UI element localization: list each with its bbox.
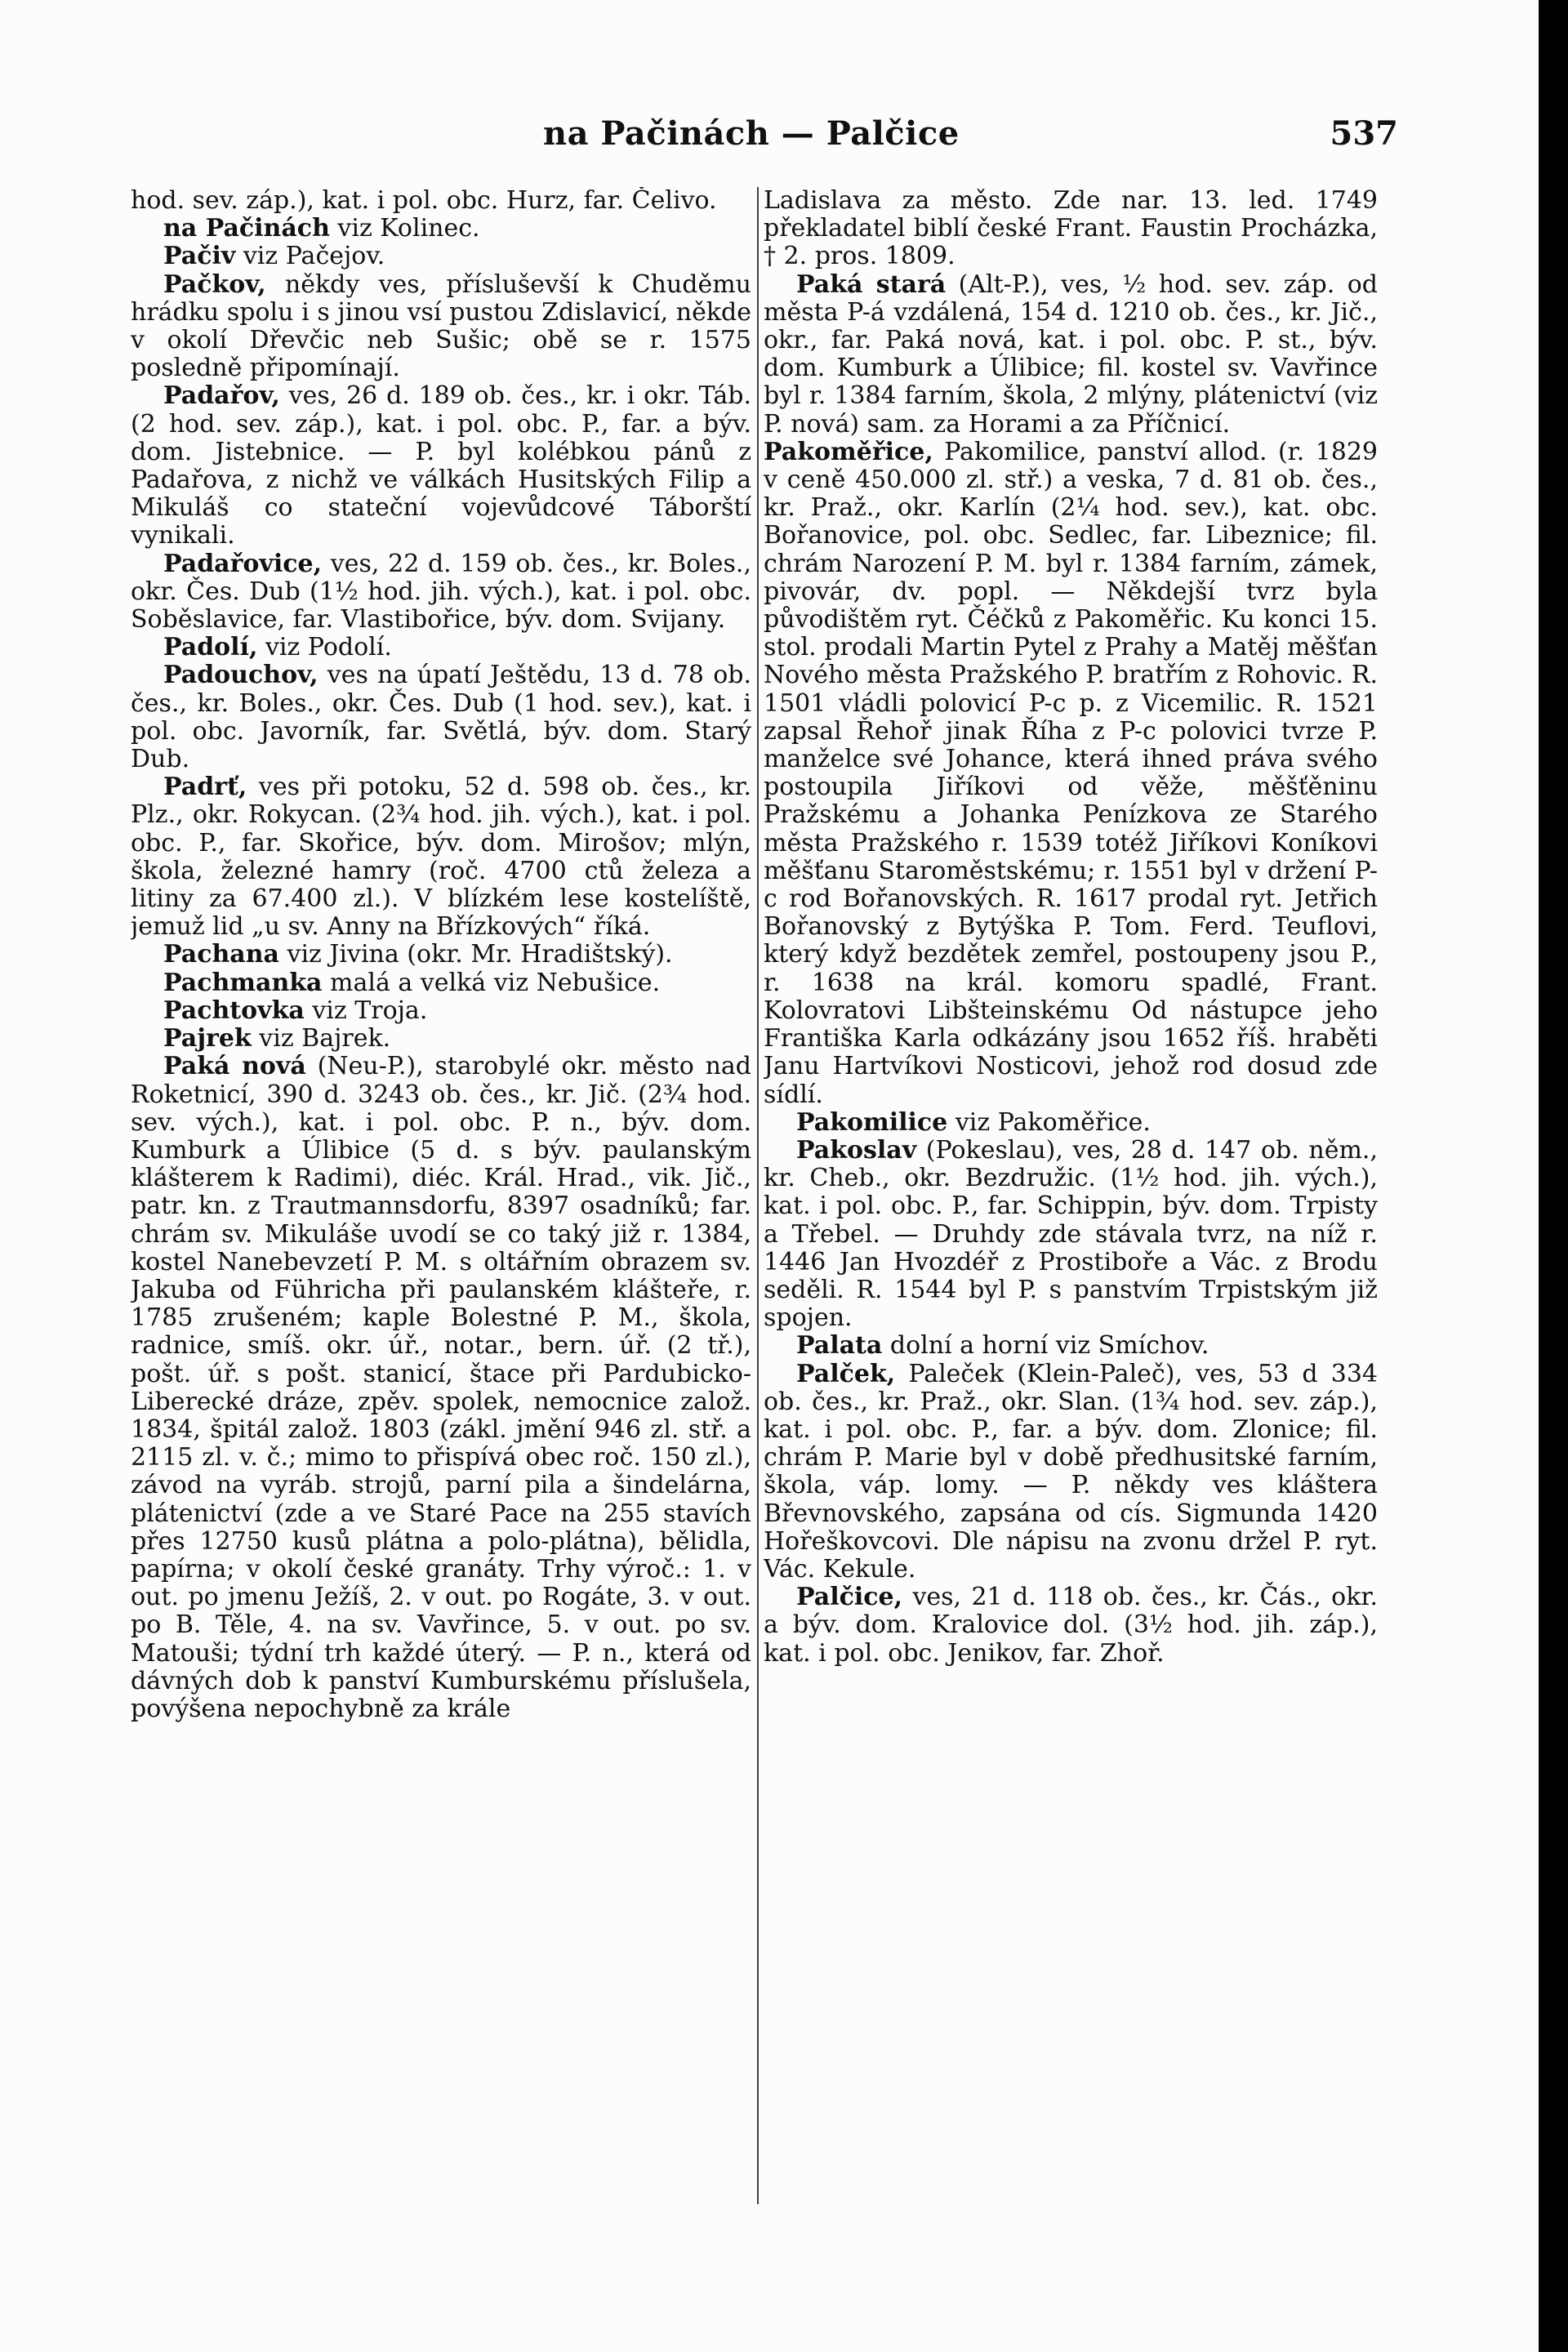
page-number: 537 — [1330, 114, 1398, 153]
entry-text: ves, 21 d. 118 ob. čes., kr. Čás., okr. a býv. dom. Kralovice dol. (3½ hod. jih. záp.), kat. i pol. obc. Jenikov, far. Zhoř. — [764, 1583, 1378, 1668]
entry-headword: Padouchov, — [163, 661, 318, 690]
entry — [764, 271, 1378, 439]
entry — [131, 969, 751, 997]
entry-text: někdy ves, přísluševší k Chuděmu hrádku spolu i s jinou vsí pustou Zdislavicí, někde v okolí Dřevčic neb Sušic; obě se r. 1575 posledně připomínají. — [131, 270, 751, 383]
entry-headword: Pakoslav — [796, 1135, 917, 1165]
entry-text: Pakomilice, panství allod. (r. 1829 v ceně 450.000 zl. stř.) a veska, 7 d. 81 ob. čes., kr. Praž., okr. Karlín (2¼ hod. sev.), kat. obc. Bořanovice, pol. obc. Sedlec, far. Libeznice; fil. chrám Narození P. M. byl r. 1384 farním, zámek, pivovár, dv. popl. — Někdejší tvrz byla původištěm ryt. Čéčků z Pakoměřic. Ku konci 15. stol. prodali Martin Pytel z Prahy a Matěj měšťan Nového města Pražského P. bratřím z Rohovic. R. 1501 vládli polovicí P-c p. z Vicemilic. R. 1521 zapsal Řehoř jinak Říha z P-c polovici tvrze P. manželce své Johance, která ihned práva svého postoupila Jiříkovi od věže, měšťěninu Pražskému a Johanka Penízkova ze Starého města Pražského r. 1539 totéž Jiříkovi Koníkovi měšťanu Staroměstskému; r. 1551 byl v držení P-c rod Bořanovských. R. 1617 prodal ryt. Jetřich Bořanovský z Bytýška P. Tom. Ferd. Teuflovi, který když bezdětek zemřel, postoupeny jsou P., r. 1638 na král. komoru spadlé, Frant. Kolovratovi Libšteinskému Od nástupce jeho Františka Karla odkázány jsou 1652 říš. hraběti Janu Hartvíkovi Nosticovi, jehož rod dosud zde sídlí. — [764, 437, 1378, 1109]
entry-headword: Padařov, — [163, 381, 280, 411]
entry-text: ves na úpatí Ještědu, 13 d. 78 ob. čes., kr. Boles., okr. Čes. Dub (1 hod. sev.), kat. i pol. obc. Javorník, far. Světlá, býv. dom. Starý Dub. — [131, 661, 751, 774]
entry-text: ves, 22 d. 159 ob. čes., kr. Boles., okr. Čes. Dub (1½ hod. jih. vých.), kat. i pol. obc. Soběslavice, far. Vlastibořice, býv. dom. Svijany. — [131, 549, 751, 635]
entry-text: viz Pačejov. — [235, 242, 385, 271]
entry — [131, 997, 751, 1025]
column-divider — [757, 187, 759, 2204]
entry-text: (Alt-P.), ves, ½ hod. sev. záp. od města P-á vzdálená, 154 d. 1210 ob. čes., kr. Jič., okr., far. Paká nová, kat. i pol. obc. P. st., býv. dom. Kumburk a Úlibice; fil. kostel sv. Vavřince byl r. 1384 farním, škola, 2 mlýny, plátenictví (viz P. nová) sam. za Horami a za Příčnicí. — [764, 270, 1378, 439]
entry-headword: Padařovice, — [163, 549, 323, 578]
entry — [131, 662, 751, 773]
entry-headword: Pačkov, — [163, 270, 266, 299]
entry — [131, 1053, 751, 1723]
entry — [131, 773, 751, 941]
entry-headword: Palček, — [796, 1359, 896, 1388]
page-header — [131, 114, 1398, 163]
entry — [131, 382, 751, 550]
running-title: na Pačinách — Palčice — [543, 114, 960, 153]
entry-headword: Padrť, — [163, 773, 247, 802]
entry-text: (Pokeslau), ves, 28 d. 147 ob. něm., kr. Cheb., okr. Bezdružic. (1½ hod. jih. vých.), kat. i pol. obc. P., far. Schippin, býv. dom. Trpisty a Třebel. — Druhdy zde stávala tvrz, na níž r. 1446 Jan Hvozdéř z Prostiboře a Vác. z Brodu seděli. R. 1544 byl P. s panstvím Trpistským již spojen. — [764, 1135, 1378, 1333]
entry-text: malá a velká viz Nebušice. — [322, 968, 661, 997]
entry-text: viz Pakoměřice. — [947, 1107, 1151, 1137]
entry-text: hod. sev. záp.), kat. i pol. obc. Hurz, far. Čelivo. — [131, 187, 717, 215]
entry-text: viz Podolí. — [257, 633, 392, 662]
entry-text: viz Troja. — [304, 996, 428, 1025]
entry-text: ves při potoku, 52 d. 598 ob. čes., kr. Plz., okr. Rokycan. (2¾ hod. jih. vých.), kat. i pol. obc. P., far. Skořice, býv. dom. Mirošov; mlýn, škola, železné hamry (roč. 4700 ctů železa a litiny za 67.400 zl.). V blízkém lese kostelíště, jemuž lid „u sv. Anny na Břízkových“ říká. — [131, 773, 751, 942]
entry — [131, 271, 751, 383]
entry — [131, 550, 751, 635]
entry — [131, 187, 751, 215]
entry — [131, 634, 751, 662]
entry — [764, 1137, 1378, 1332]
entry-text: Ladislava za město. Zde nar. 13. led. 1749 překladatel biblí české Frant. Faustin Procházka, † 2. pros. 1809. — [764, 187, 1378, 271]
entry — [131, 243, 751, 270]
entry — [131, 215, 751, 243]
entry-text: viz Jivina (okr. Mr. Hradištský). — [278, 940, 673, 969]
entry-headword: na Pačinách — [163, 214, 330, 243]
entry — [764, 1109, 1378, 1137]
right-column — [764, 187, 1378, 2163]
entry-headword: Paká nová — [163, 1052, 306, 1081]
entry-headword: Paká stará — [796, 270, 947, 299]
entry — [764, 1584, 1378, 1668]
entry-headword: Pachtovka — [163, 996, 305, 1025]
entry — [131, 1025, 751, 1053]
entry — [764, 439, 1378, 1109]
entry-headword: Pakoměřice, — [764, 437, 933, 466]
entry — [764, 187, 1378, 271]
entry — [764, 1332, 1378, 1360]
entry-text: Paleček (Klein-Palеč), ves, 53 d 334 ob. čes., kr. Praž., okr. Slan. (1¾ hod. sev. záp.), kat. i pol. obc. P., far. a býv. dom. Zlonice; fil. chrám P. Marie byl v době předhusitské farním, škola, váp. lomy. — P. někdy ves kláštera Břevnovského, zapsána od cís. Sigmunda 1420 Hořeškovcovi. Dle nápisu na zvonu držel P. ryt. Vác. Kekule. — [764, 1359, 1378, 1584]
left-column — [131, 187, 751, 2278]
entry-headword: Pačiv — [163, 242, 236, 271]
entry-headword: Padolí, — [163, 633, 258, 662]
entry-text: (Neu-P.), starobylé okr. město nad Roketnicí, 390 d. 3243 ob. čes., kr. Jič. (2¾ hod. sev. vých.), kat. i pol. obc. P. n., býv. dom. Kumburk a Úlibice (5 d. s býv. paulanským klášterem k Radimi), diéc. Král. Hrad., vik. Jič., patr. kn. z Trautmannsdorfu, 8397 osadníků; far. chrám sv. Mikuláše uvodí se co taký již r. 1384, kostel Nanebevzetí P. M. s oltářním obrazem sv. Jakuba od Führicha při paulanském klášteře, r. 1785 zrušeném; kaple Bolestné P. M., škola, radnice, smíš. okr. úř., notar., bern. úř. (2 tř.), pošt. úř. s pošt. stanicí, štace při Pardubicko-Liberecké dráze, zpěv. spolek, nemocnice založ. 1834, špitál založ. 1803 (zákl. jmění 946 zl. stř. a 2115 zl. v. č.; mimo to přispívá obec roč. 150 zl.), závod na vyráb. strojů, parní pila a šindelárna, plátenictví (zde a ve Staré Pace na 255 stavích přes 12750 kusů plátna a polo-plátna), bělidla, papírna; v okolí české granáty. Trhy výroč.: 1. v out. po jmenu Ježíš, 2. v out. po Rogáte, 3. v out. po B. Těle, 4. na sv. Vavřince, 5. v out. po sv. Matouši; týdní trh každé úterý. — P. n., která od dávných dob k panství Kumburskému příslušela, povýšena nepochybně za krále — [131, 1052, 751, 1723]
entry-text: viz Bajrek. — [251, 1024, 391, 1054]
entry-text: ves, 26 d. 189 ob. čes., kr. i okr. Táb. (2 hod. sev. záp.), kat. i pol. obc. P., far. a býv. dom. Jistebnice. — P. byl kolébkou pánů z Padařova, z nichž ve válkách Husitských Filip a Mikuláš co stateční vojevůdcové Táborští vynikali. — [131, 381, 751, 550]
entry-headword: Pajrek — [163, 1024, 252, 1054]
entry-headword: Palata — [796, 1331, 883, 1361]
entry-headword: Pakomilice — [796, 1107, 948, 1137]
entry — [764, 1361, 1378, 1584]
entry-headword: Pachmanka — [163, 968, 323, 997]
entry-headword: Pachana — [163, 940, 279, 969]
entry-text: dolní a horní viz Smíchov. — [882, 1331, 1209, 1361]
entry — [131, 941, 751, 969]
entry-text: viz Kolinec. — [329, 214, 480, 243]
entry-headword: Palčice, — [796, 1583, 903, 1612]
